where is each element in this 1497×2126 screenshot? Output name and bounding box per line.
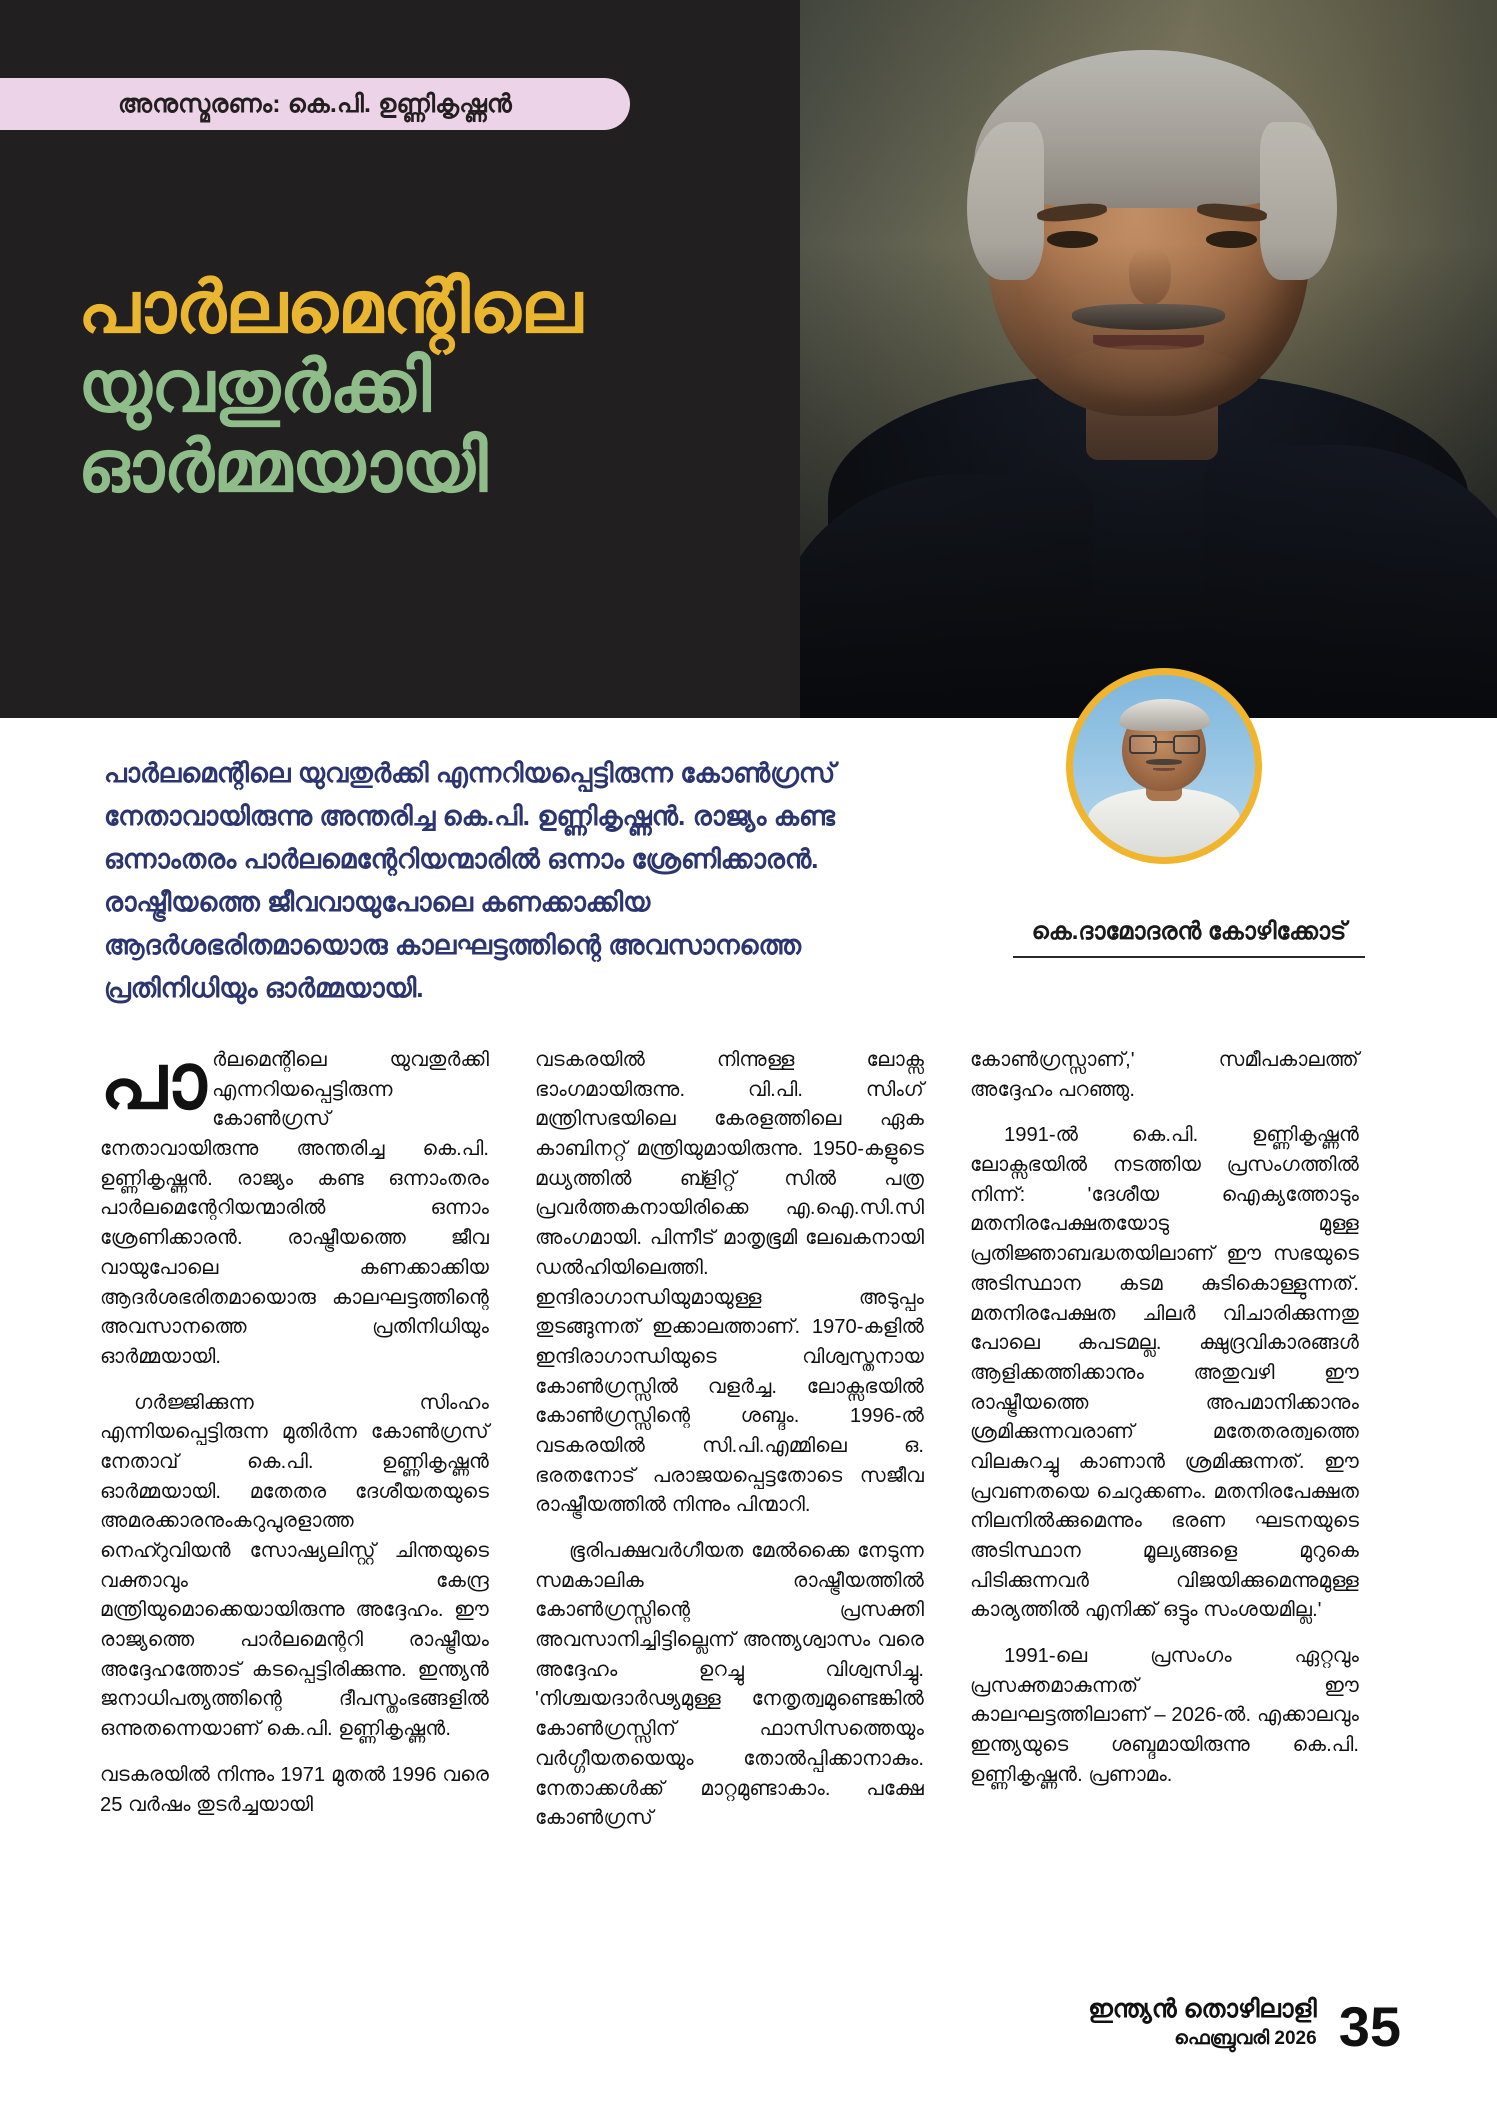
footer-masthead [1088, 1993, 1316, 2052]
body-column-1 [100, 1037, 489, 1976]
body-paragraph [100, 1037, 489, 1373]
drop-cap: പാ [100, 1037, 207, 1125]
body-paragraph: 1991-ൽ കെ.പി. ഉണ്ണികൃഷ്ണൻ ലോക്സഭയിൽ നടത്തിയ പ്രസംഗത്തിൽ നിന്ന്: 'ദേശീയ ഐക്യത്തോടും മതനിരപേക്ഷതയോടു മുള്ള പ്രതിജ്ഞാബദ്ധതയിലാണ് ഈ സഭയുടെ അടിസ്ഥാന കടമ കുടികൊള്ളുന്നത്. മതനിരപേക്ഷത ചിലർ വിചാരിക്കുന്നതു പോലെ കപടമല്ല. ക്ഷുദ്രവികാരങ്ങൾ ആളിക്കത്തിക്കാനും അതുവഴി ഈ രാഷ്ട്രീയത്തെ അപമാനിക്കാനും ശ്രമിക്കുന്നവരാണ് മതേതരത്വത്തെ വിലകുറച്ചു കാണാൻ ശ്രമിക്കുന്നത്. ഈ പ്രവണതയെ ചെറുക്കണം. മതനിരപേക്ഷത നിലനിൽക്കുമെന്നും ഭരണ ഘടനയുടെ അടിസ്ഥാന മൂല്യങ്ങളെ മുറുകെ പിടിക്കുന്നവർ വിജയിക്കുമെന്നുമുള്ള കാര്യത്തിൽ എനിക്ക് ഒട്ടും സംശയമില്ല.' [970, 1124, 1359, 1622]
body-paragraph: വടകരയിൽ നിന്നുള്ള ലോക്സ ഭാംഗമായിരുന്നു. വി.പി. സിംഗ് മന്ത്രിസഭയിലെ കേരളത്തിലെ ഏക കാബിനറ്റ് മന്ത്രിയുമായിരുന്നു. 1950-കളുടെ മധ്യത്തിൽ ബ്ളിറ്റ് സിൽ പത്ര പ്രവർത്തകനായിരിക്കെ എ.ഐ.സി.സി അംഗമായി. പിന്നീട് മാതൃഭൂമി ലേഖകനായി ഡൽഹിയിലെത്തി. ഇന്ദിരാഗാന്ധിയുമായുള്ള അടുപ്പം തുടങ്ങുന്നത് ഇക്കാലത്താണ്. 1970-കളിൽ ഇന്ദിരാഗാന്ധിയുടെ വിശ്വസ്തനായ കോൺഗ്രസ്സിൽ വളർച്ച. ലോക്സഭയിൽ കോൺഗ്രസ്സിന്റെ ശബ്ദം. 1996-ൽ വടകരയിൽ സി.പി.എമ്മിലെ ഒ. ഭരതനോട് പരാജയപ്പെട്ടതോടെ സജീവ രാഷ്ട്രീയത്തിൽ നിന്നും പിന്മാറി. [535, 1049, 924, 1517]
article-body [100, 1037, 1400, 1976]
author-photo-hair [1119, 699, 1210, 732]
author-photo [1066, 668, 1262, 864]
body-paragraph: ഭൂരിപക്ഷവർഗീയത മേൽക്കൈ നേടുന്ന സമകാലിക രാഷ്ട്രീയത്തിൽ കോൺഗ്രസ്സിന്റെ പ്രസക്തി അവസാനിച്ചിട്ടില്ലെന്ന് അന്ത്യശ്വാസം വരെ അദ്ദേഹം ഉറച്ചു വിശ്വസിച്ചു. 'നിശ്ചയദാർഢ്യമുള്ള നേതൃത്വമുണ്ടെങ്കിൽ കോൺഗ്രസ്സിന് ഫാസിസത്തെയും വർഗ്ഗീയതയെയും തോൽപ്പിക്കാനാകും. നേതാക്കൾക്ക് മാറ്റമുണ്ടാകാം. പക്ഷേ കോൺഗ്രസ് [535, 1540, 924, 1830]
headline-line-3: ഓർമ്മയായി [78, 426, 487, 507]
author-photo-mustache [1146, 759, 1182, 765]
byline [1013, 918, 1365, 958]
author-photo-image [1073, 675, 1255, 857]
page-footer [1088, 1993, 1401, 2058]
page-number: 35 [1338, 1994, 1401, 2058]
byline-divider [1013, 956, 1365, 958]
kicker-banner [0, 78, 630, 130]
headline-line-2: യുവതുർക്കി [78, 347, 431, 428]
body-paragraph: വടകരയിൽ നിന്നും 1971 മുതൽ 1996 വരെ 25 വർഷം തുടർച്ചയായി [100, 1763, 489, 1816]
body-paragraph-text: ർലമെന്റിലെ യുവതുർക്കി എന്നറിയപ്പെട്ടിരുന്ന കോൺഗ്രസ് നേതാവായിരുന്നു അന്തരിച്ച കെ.പി. ഉണ്ണികൃഷ്ണൻ. രാജ്യം കണ്ട ഒന്നാംതരം പാർലമെന്റേറിയന്മാരിൽ ഒന്നാം ശ്രേണിക്കാരൻ. രാഷ്ട്രീയത്തെ ജീവ വായുപോലെ കണക്കാക്കിയ ആദർശഭരിതമായൊരു കാലഘട്ടത്തിന്റെ അവസാനത്തെ പ്രതിനിധിയും ഓർമ്മയായി. [100, 1049, 489, 1368]
footer-issue-date: ഫെബ്രുവരി 2026 [1174, 2028, 1317, 2050]
body-paragraph: 1991-ലെ പ്രസംഗം ഏറ്റവും പ്രസക്തമാകുന്നത് ഈ കാലഘട്ടത്തിലാണ് – 2026-ൽ. എക്കാലവും ഇന്ത്യയുടെ ശബ്ദമായിരുന്നു കെ.പി. ഉണ്ണികൃഷ്ണൻ. പ്രണാമം. [970, 1645, 1359, 1786]
hero-photo-vignette [800, 0, 1497, 718]
standfirst-text: പാർലമെന്റിലെ യുവതുർക്കി എന്നറിയപ്പെട്ടിരുന്ന കോൺഗ്രസ് നേതാവായിരുന്നു അന്തരിച്ച കെ.പി. ഉണ്ണികൃഷ്ണൻ. രാജ്യം കണ്ട ഒന്നാംതരം പാർലമെന്റേറിയന്മാരിൽ ഒന്നാം ശ്രേണിക്കാരൻ. രാഷ്ട്രീയത്തെ ജീവവായുപോലെ കണക്കാക്കിയ ആദർശഭരിതമായൊരു കാലഘട്ടത്തിന്റെ അവസാനത്തെ പ്രതിനിധിയും ഓർമ്മയായി. [104, 758, 836, 1003]
footer-magazine-name: ഇന്ത്യൻ തൊഴിലാളി [1088, 1994, 1317, 2023]
hero-portrait-photo [800, 0, 1497, 718]
headline-line-1: പാർലമെന്റിലെ [78, 268, 582, 348]
author-photo-glasses-bridge [1153, 741, 1175, 743]
headline [78, 268, 778, 510]
body-column-2 [535, 1046, 924, 1976]
byline-author-name: കെ.ദാമോദരൻ കോഴിക്കോട് [1031, 918, 1347, 945]
kicker-label: അനുസ്മരണം: കെ.പി. ഉണ്ണികൃഷ്ണൻ [118, 89, 512, 118]
hero-section [0, 0, 1497, 718]
body-column-3 [970, 1046, 1359, 1976]
author-photo-glasses-left [1129, 735, 1157, 754]
standfirst [104, 752, 914, 1010]
body-paragraph: ഗർജ്ജിക്കുന്ന സിംഹം എന്നിയപ്പെട്ടിരുന്ന മുതിർന്ന കോൺഗ്രസ് നേതാവ് കെ.പി. ഉണ്ണികൃഷ്ണൻ ഓർമ്മയായി. മതേതര ദേശീയതയുടെ അമരക്കാരനുംകറുപുരളാത്ത നെഹ്റുവിയൻ സോഷ്യലിസ്റ്റ് ചിന്തയുടെ വക്താവും കേന്ദ്ര മന്ത്രിയുമൊക്കെയായിരുന്നു അദ്ദേഹം. ഈ രാജ്യത്തെ പാർലമെന്ററി രാഷ്ട്രീയം അദ്ദേഹത്തോട് കടപ്പെട്ടിരിക്കുന്നു. ഇന്ത്യൻ ജനാധിപത്യത്തിന്റെ ദീപസ്തംഭങ്ങളിൽ ഒന്നുതന്നെയാണ് കെ.പി. ഉണ്ണികൃഷ്ണൻ. [100, 1391, 489, 1741]
body-paragraph: കോൺഗ്രസ്സാണ്,' സമീപകാലത്ത് അദ്ദേഹം പറഞ്ഞു. [970, 1049, 1359, 1101]
author-photo-glasses-right [1173, 735, 1201, 754]
